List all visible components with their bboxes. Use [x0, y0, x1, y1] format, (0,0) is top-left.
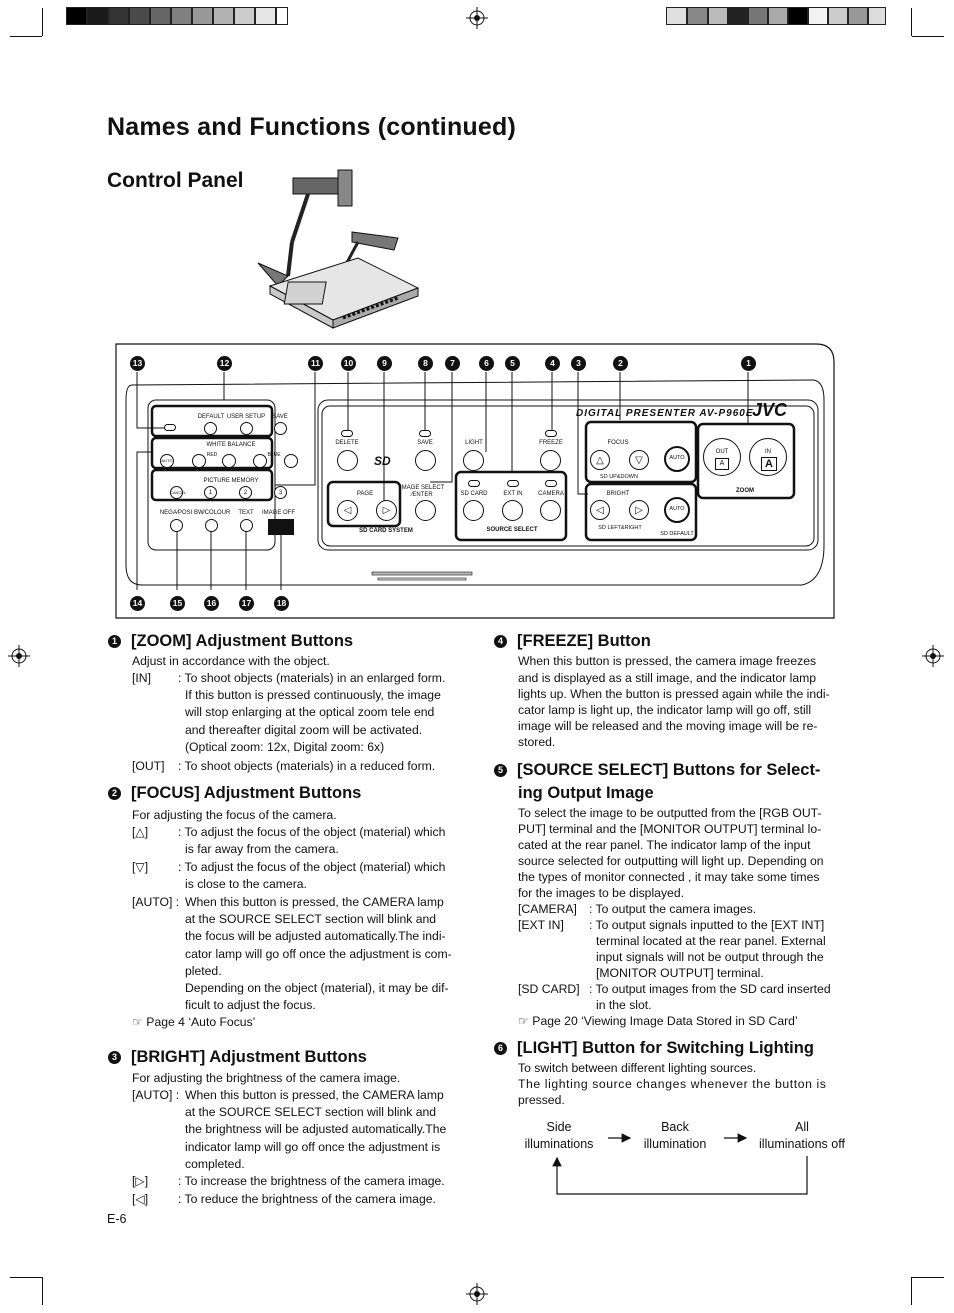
delete-lamp: [341, 430, 353, 437]
focus-far-button[interactable]: △: [590, 450, 610, 470]
section-5-reference: ☞ Page 20 ‘Viewing Image Data Stored in SD Card’: [518, 1014, 798, 1028]
section-2-number: 2: [108, 787, 121, 800]
sd-card-system-label: SD CARD SYSTEM: [359, 528, 413, 534]
focus-auto-value-f: Depending on the object (material), it may be dif-: [185, 981, 449, 995]
section-1-out-row: [132, 758, 472, 776]
flow-off-line-1: All: [795, 1120, 809, 1134]
section-6-title: [LIGHT] Button for Switching Lighting: [517, 1039, 814, 1057]
a-big-icon: A: [761, 457, 777, 471]
red-down-button[interactable]: [192, 454, 206, 468]
camera-button[interactable]: [540, 500, 561, 521]
camera-label: CAMERA: [538, 491, 564, 497]
section-title-control-panel: Control Panel: [107, 169, 244, 192]
callout-12: 12: [217, 356, 232, 371]
crop-mark: [10, 36, 42, 37]
bright-auto-value-e: completed.: [185, 1156, 245, 1171]
focus-auto-value-b: at the SOURCE SELECT section will blink and: [185, 912, 437, 927]
bright-label: BRIGHT: [606, 491, 630, 497]
callout-1: 1: [741, 356, 756, 371]
blue-up-button[interactable]: [284, 454, 298, 468]
callout-13: 13: [130, 356, 145, 371]
focus-far-key: [△]: [132, 825, 149, 839]
ext-in-value-a: : To output signals inputted to the [EXT INT]: [589, 918, 825, 932]
sd-card-value-b: in the slot.: [596, 998, 652, 1012]
section-6-heading: [494, 1037, 814, 1060]
section-3-heading: [108, 1046, 367, 1069]
section-2-reference: ☞ Page 4 ‘Auto Focus’: [132, 1015, 256, 1029]
save-setting-button[interactable]: [274, 422, 287, 435]
bright-auto-value-a: When this button is pressed, the CAMERA lamp: [185, 1088, 444, 1102]
sd-logo: SD: [374, 454, 391, 468]
section-6-line-2: The lighting source changes whenever the button is: [518, 1077, 827, 1091]
section-5-title-line-1: [SOURCE SELECT] Buttons for Select-: [517, 761, 821, 779]
section-5-heading-line-2: ing Output Image: [518, 784, 654, 802]
callout-14: 14: [130, 596, 145, 611]
cancel-label: CANCEL: [170, 490, 187, 495]
a-small-icon: A: [715, 458, 729, 470]
image-select-label: IMAGE SELECT: [400, 485, 445, 491]
section-4-number: 4: [494, 635, 507, 648]
save-lamp: [419, 430, 431, 437]
section-2-heading: [108, 782, 361, 805]
focus-near-button[interactable]: ▽: [629, 450, 649, 470]
out-key: [OUT]: [132, 759, 165, 773]
in-key: [IN]: [132, 671, 151, 685]
section-2-near-row: [132, 859, 472, 895]
ext-in-value-c: input signals will not be output through the: [596, 950, 824, 964]
registration-mark-right: [922, 645, 944, 667]
text-label: TEXT: [238, 510, 254, 516]
user-setup-label: USER SETUP: [226, 414, 266, 420]
default-label: DEFAULT: [197, 414, 225, 420]
lighting-cycle-arrows: [550, 1128, 820, 1198]
user-setup-button[interactable]: [240, 422, 253, 435]
freeze-button[interactable]: [540, 450, 561, 471]
default-button[interactable]: [204, 422, 217, 435]
save-label: SAVE: [417, 440, 433, 446]
callout-7: 7: [445, 356, 460, 371]
sd-card-lamp: [468, 480, 480, 487]
ext-in-key: [EXT IN]: [518, 918, 564, 932]
callout-17: 17: [239, 596, 254, 611]
image-select-enter-button[interactable]: [415, 500, 436, 521]
nega-posi-label: NEGA∕POSI: [159, 510, 193, 516]
section-4-line-2: and is displayed as a still image, and the indicator lamp: [518, 671, 817, 685]
image-off-button[interactable]: [268, 519, 294, 535]
sd-card-button[interactable]: [463, 500, 484, 521]
zoom-out-button[interactable]: [703, 438, 741, 476]
sd-leftright-label: SD LEFT&RIGHT: [598, 525, 642, 531]
ext-in-lamp: [507, 480, 519, 487]
section-6-line-1: To switch between different lighting sources.: [518, 1061, 757, 1075]
default-lamp: [164, 424, 176, 431]
registration-mark-left: [8, 645, 30, 667]
out-value: : To shoot objects (materials) in a reduced form.: [178, 759, 436, 773]
freeze-lamp: [545, 430, 557, 437]
section-1-heading: [108, 630, 353, 653]
section-6-number: 6: [494, 1042, 507, 1055]
section-4-line-3: lights up. When the button is pressed again while the indi-: [518, 687, 830, 701]
callout-10: 10: [341, 356, 356, 371]
ext-in-button[interactable]: [502, 500, 523, 521]
sd-updown-label: SD UP&DOWN: [600, 474, 638, 480]
pm2-label: 2: [243, 490, 248, 496]
focus-far-value-b: is far away from the camera.: [185, 842, 339, 857]
freeze-label: FREEZE: [539, 440, 563, 446]
page-label: PAGE: [356, 491, 374, 497]
source-select-label: SOURCE SELECT: [486, 527, 538, 533]
flow-back-line-2: illumination: [643, 1137, 707, 1151]
light-button[interactable]: [463, 450, 484, 471]
section-5-line-6: for the images to be displayed.: [518, 886, 684, 900]
in-value-e: (Optical zoom: 12x, Digital zoom: 6x): [185, 739, 385, 754]
section-5-number: 5: [494, 764, 507, 777]
in-label: IN: [765, 449, 771, 455]
camera-key: [CAMERA]: [518, 902, 577, 916]
bright-reduce-key: [◁]: [132, 1192, 149, 1206]
crop-mark: [10, 1277, 42, 1278]
blue-down-button[interactable]: [253, 454, 267, 468]
callout-6: 6: [479, 356, 494, 371]
image-off-label: IMAGE OFF: [262, 510, 295, 516]
product-name: DIGITAL PRESENTER AV-P960E: [576, 408, 754, 419]
page-number: E-6: [107, 1212, 127, 1226]
section-5-line-4: source selected for outputting will light up. Depending on: [518, 854, 824, 868]
camera-value: : To output the camera images.: [589, 902, 757, 916]
callout-15: 15: [170, 596, 185, 611]
callout-16: 16: [204, 596, 219, 611]
bright-auto-value-c: the brightness will be adjusted automatically.The: [185, 1122, 447, 1137]
white-balance-label: WHITE BALANCE: [206, 442, 256, 448]
save-button[interactable]: [415, 450, 436, 471]
text-button[interactable]: [240, 519, 253, 532]
bright-reduce-value: : To reduce the brightness of the camera image.: [178, 1192, 436, 1206]
callout-5: 5: [505, 356, 520, 371]
section-4-line-4: cator lamp is light up, the indicator lamp will go off, still: [518, 703, 812, 717]
bright-auto-value-d: indicator lamp will go off once the adjustment is: [185, 1139, 441, 1154]
section-5-line-2: PUT] terminal and the [MONITOR OUTPUT] terminal lo-: [518, 822, 822, 836]
callout-11: 11: [308, 356, 323, 371]
in-value-d: and thereafter digital zoom will be activated.: [185, 722, 423, 737]
in-value-b: If this button is pressed continuously, the image: [185, 688, 441, 703]
page-forward-button[interactable]: ▷: [376, 500, 397, 521]
section-3-title: [BRIGHT] Adjustment Buttons: [131, 1048, 367, 1066]
callout-4: 4: [545, 356, 560, 371]
section-1-title: [ZOOM] Adjustment Buttons: [131, 632, 354, 650]
flow-back-line-1: Back: [661, 1120, 689, 1134]
picture-memory-1-button[interactable]: [204, 486, 217, 499]
nega-posi-button[interactable]: [170, 519, 183, 532]
section-2-title: [FOCUS] Adjustment Buttons: [131, 784, 362, 802]
focus-far-value-a: : To adjust the focus of the object (material) which: [178, 825, 446, 839]
bw-colour-button[interactable]: [205, 519, 218, 532]
delete-label: DELETE: [335, 440, 359, 446]
section-3-increase-row: [132, 1173, 472, 1191]
crop-mark: [42, 8, 43, 36]
section-4-title: [FREEZE] Button: [517, 632, 651, 650]
red-label: RED: [206, 452, 218, 458]
brand-logo: JVC: [752, 400, 788, 420]
pm3-label: 3: [278, 490, 283, 496]
crop-mark: [912, 1277, 944, 1278]
focus-near-value-a: : To adjust the focus of the object (material) which: [178, 860, 446, 874]
focus-auto-value-g: ficult to adjust the focus.: [185, 998, 316, 1013]
section-4-line-5: image will be released and the moving image will be re-: [518, 719, 818, 733]
in-value-c: will stop enlarging at the optical zoom tele end: [185, 705, 435, 720]
section-3-auto-row: [132, 1087, 472, 1177]
crop-mark: [912, 36, 944, 37]
focus-label: FOCUS: [607, 440, 629, 446]
section-5-line-1: To select the image to be outputted from the [RGB OUT-: [518, 806, 822, 820]
flow-off-line-2: illuminations off: [759, 1137, 845, 1151]
section-1-number: 1: [108, 635, 121, 648]
sd-card-label: SD CARD: [460, 491, 488, 497]
blue-label: BLUE: [267, 452, 281, 458]
section-4-heading: [494, 630, 651, 653]
focus-auto-key: [AUTO] :: [132, 895, 180, 909]
focus-near-key: [▽]: [132, 860, 149, 874]
callout-18: 18: [274, 596, 289, 611]
picture-memory-label: PICTURE MEMORY: [203, 478, 259, 484]
section-3-reduce-row: [132, 1191, 472, 1209]
delete-button[interactable]: [337, 450, 358, 471]
focus-auto-value-e: pleted.: [185, 963, 222, 978]
in-value-a: : To shoot objects (materials) in an enlarged form.: [178, 671, 446, 685]
section-2-intro: For adjusting the focus of the camera.: [132, 808, 337, 822]
sd-default-label: SD DEFAULT: [660, 531, 694, 537]
sd-card-value-a: : To output images from the SD card inserted: [589, 982, 831, 996]
save-small-label: SAVE: [272, 414, 288, 420]
picture-memory-3-button[interactable]: [274, 486, 287, 499]
ext-in-value-b: terminal located at the rear panel. External: [596, 934, 826, 948]
focus-near-value-b: is close to the camera.: [185, 877, 307, 892]
bright-up-button[interactable]: ▷: [629, 500, 649, 520]
ext-in-value-d: [MONITOR OUTPUT] terminal.: [596, 966, 764, 980]
callout-8: 8: [418, 356, 433, 371]
pm1-label: 1: [208, 490, 213, 496]
section-2-far-row: [132, 824, 472, 860]
section-1-intro: Adjust in accordance with the object.: [132, 654, 330, 668]
section-1-in-row: [132, 670, 472, 760]
out-label: OUT: [715, 449, 729, 455]
sd-card-key: [SD CARD]: [518, 982, 580, 996]
bright-auto-label: AUTO: [669, 506, 685, 512]
section-5-line-3: cated at the rear panel. The indicator lamp of the input: [518, 838, 811, 852]
callout-2: 2: [613, 356, 628, 371]
section-5-heading: [494, 759, 820, 782]
section-4-line-6: stored.: [518, 735, 556, 749]
flow-side-line-2: illuminations: [524, 1137, 594, 1151]
enter-label: ∕ENTER: [411, 492, 433, 498]
section-5-ext-in-row: [518, 917, 858, 987]
section-5-line-5: the types of monitor connected , it may take some times: [518, 870, 820, 884]
section-5-sd-card-row: [518, 981, 858, 1017]
ext-in-label: EXT IN: [503, 491, 523, 497]
callout-3: 3: [571, 356, 586, 371]
zoom-label: ZOOM: [736, 488, 754, 494]
camera-lamp: [545, 480, 557, 487]
bright-down-button[interactable]: ◁: [590, 500, 610, 520]
bw-colour-label: BW∕COLOUR: [194, 510, 231, 516]
crop-mark: [911, 8, 912, 36]
presenter-device-illustration: [248, 158, 428, 338]
section-4-line-1: When this button is pressed, the camera image freezes: [518, 654, 817, 668]
section-2-auto-row: [132, 894, 472, 1018]
bright-auto-key: [AUTO] :: [132, 1088, 180, 1102]
wb-auto-label: AUTO: [161, 458, 173, 463]
bright-increase-key: [▷]: [132, 1174, 149, 1188]
crop-mark: [911, 1277, 912, 1305]
section-6-line-3: pressed.: [518, 1093, 565, 1107]
callout-9: 9: [377, 356, 392, 371]
section-3-intro: For adjusting the brightness of the camera image.: [132, 1071, 401, 1085]
flow-side-line-1: Side: [546, 1120, 572, 1134]
crop-mark: [42, 1277, 43, 1305]
bright-increase-value: : To increase the brightness of the camera image.: [178, 1174, 445, 1188]
registration-mark-bottom: [466, 1283, 488, 1305]
focus-auto-value-a: When this button is pressed, the CAMERA lamp: [185, 895, 444, 909]
focus-auto-label: AUTO: [669, 455, 685, 461]
page-title: Names and Functions (continued): [107, 113, 516, 141]
picture-memory-2-button[interactable]: [239, 486, 252, 499]
light-label: LIGHT: [465, 440, 483, 446]
focus-auto-value-c: the focus will be adjusted automatically.The indi-: [185, 929, 446, 944]
focus-auto-value-d: cator lamp will go off once the adjustment is com-: [185, 946, 452, 961]
page-back-button[interactable]: ◁: [337, 500, 358, 521]
bright-auto-value-b: at the SOURCE SELECT section will blink and: [185, 1105, 437, 1120]
section-3-number: 3: [108, 1051, 121, 1064]
registration-mark-top: [466, 7, 488, 29]
red-up-button[interactable]: [222, 454, 236, 468]
